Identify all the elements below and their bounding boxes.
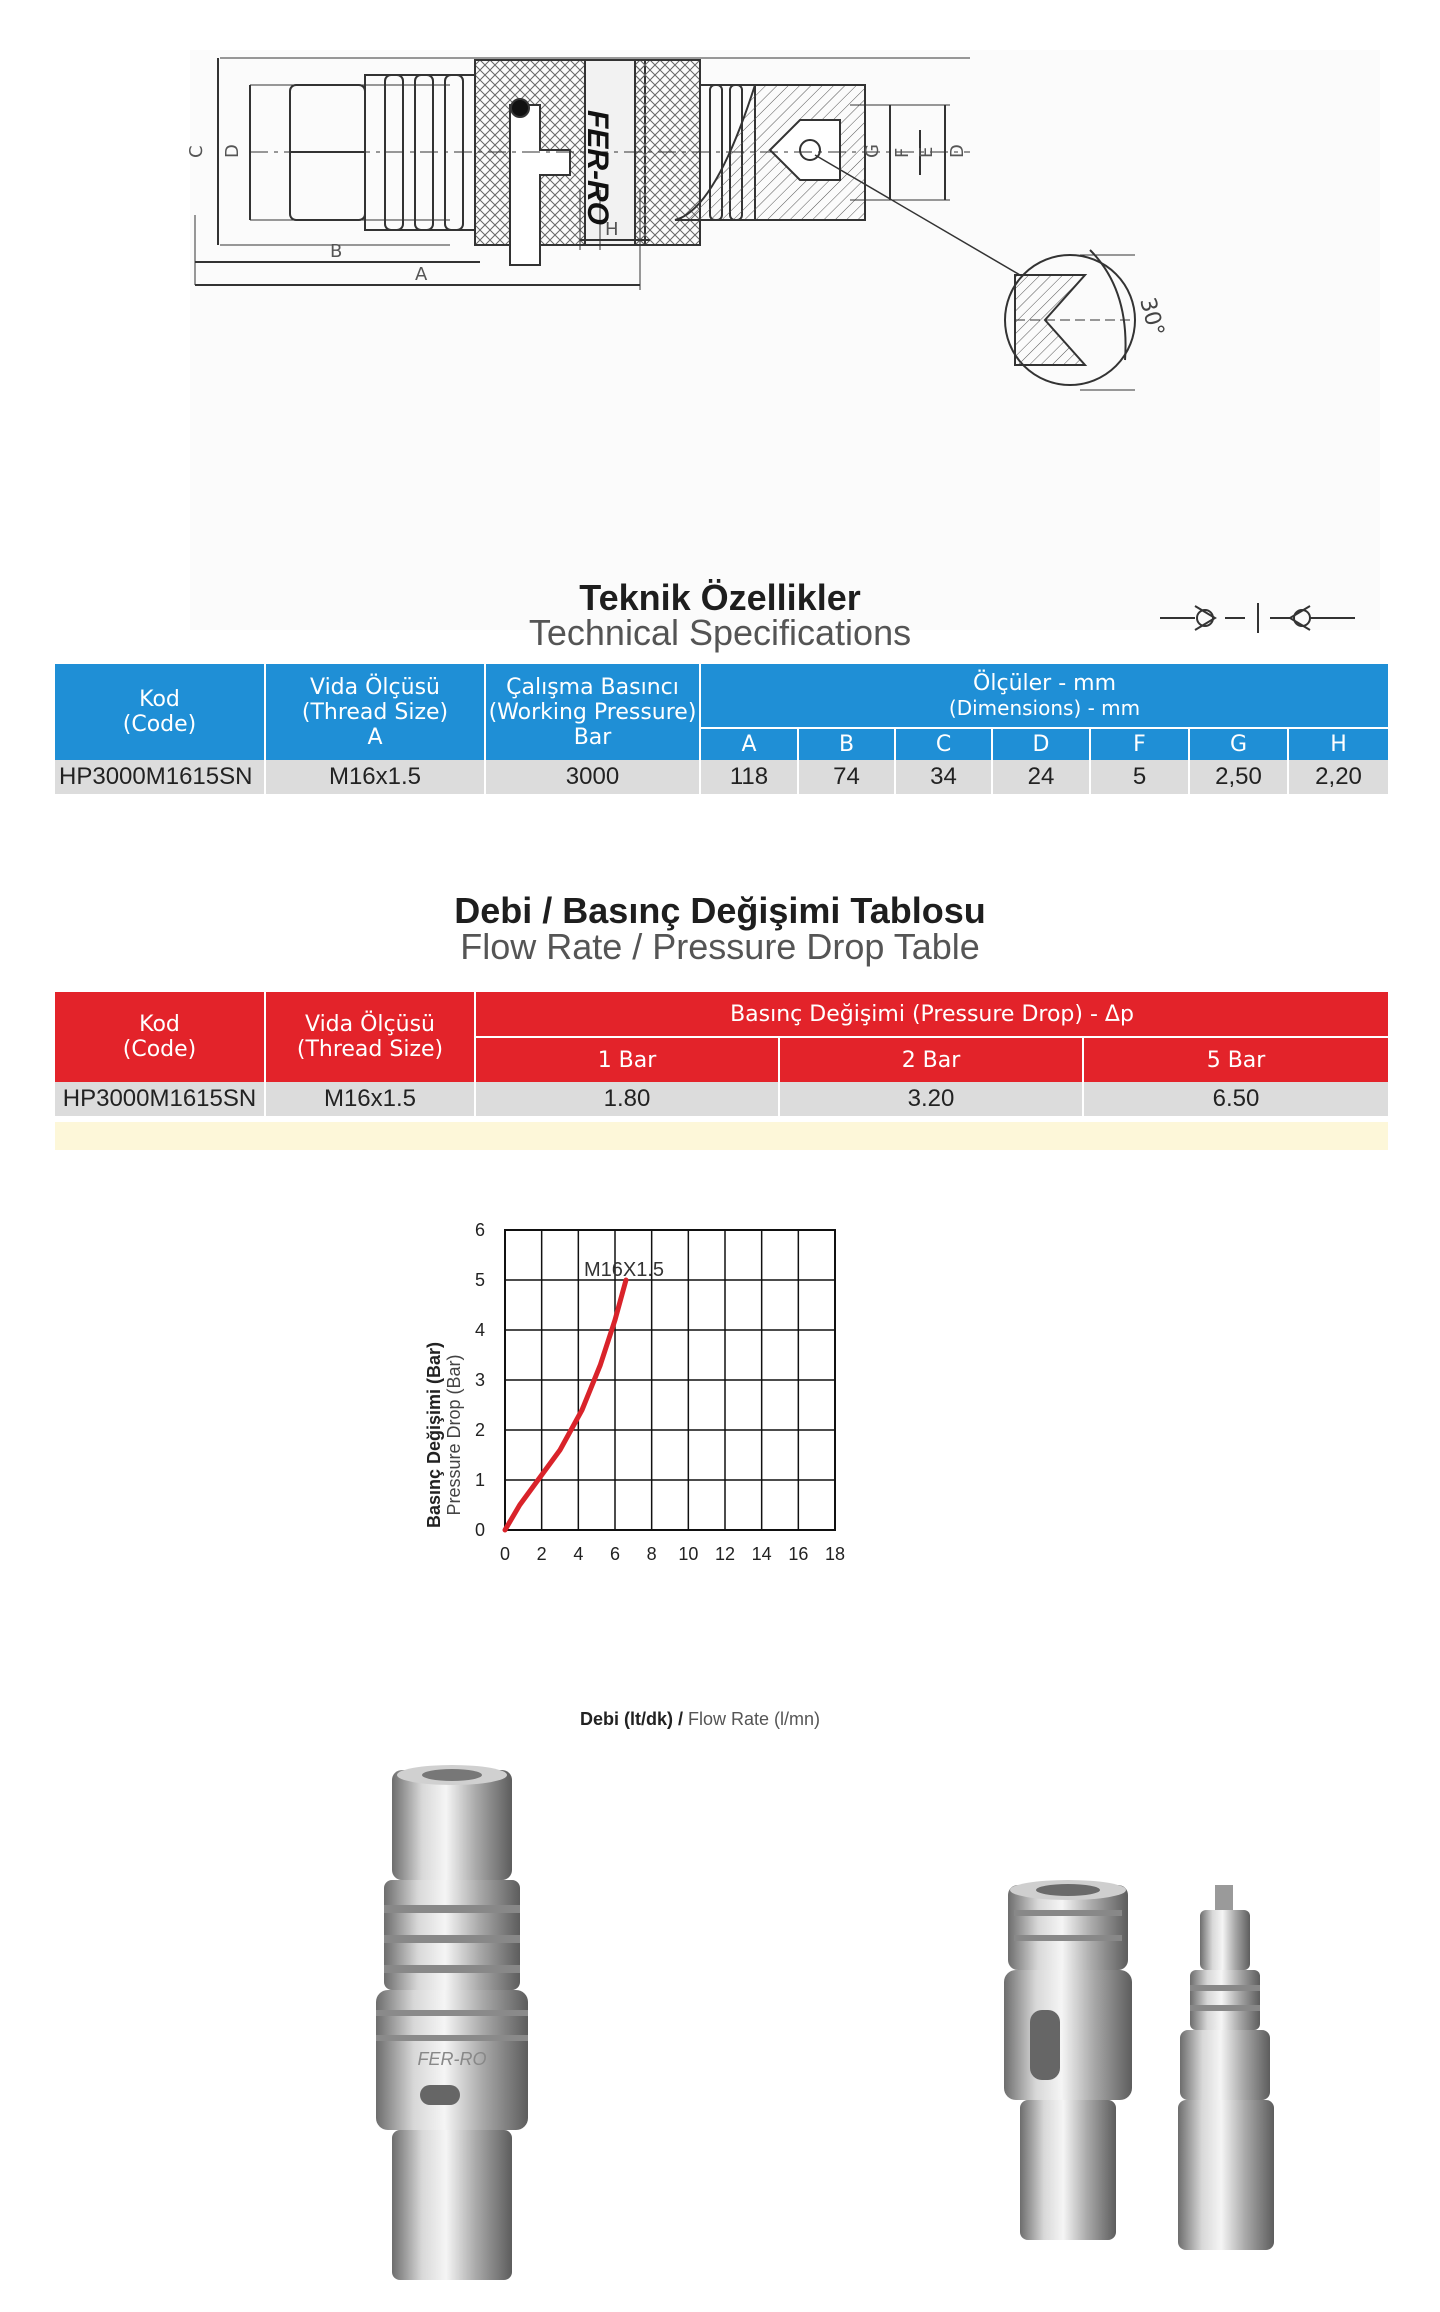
spec-header-dimensions [700, 664, 1388, 728]
technical-drawing [186, 50, 1380, 630]
spec-dim-col-b: B [798, 728, 895, 760]
flow-header-kod: Kod [139, 1012, 180, 1037]
spec-dim-col-c: C [895, 728, 992, 760]
spec-dim-col-d: D [992, 728, 1090, 760]
drawing-brand: FER-RO [581, 110, 614, 225]
flow-title-tr: Debi / Basınç Değişimi Tablosu [454, 890, 986, 931]
chart-x-tick-label: 8 [646, 1544, 657, 1564]
chart-y-tick-label: 1 [474, 1470, 486, 1490]
flow-cell-5bar: 6.50 [1083, 1082, 1388, 1116]
spec-cell-code: HP3000M1615SN [55, 760, 265, 794]
spec-header-code-en: (Code) [122, 712, 197, 737]
flow-header-vida: Vida Ölçüsü [305, 1012, 435, 1037]
spec-cell-d: 24 [992, 760, 1090, 794]
chart-ylabel-light: Pressure Drop (Bar) [444, 1354, 464, 1516]
flow-title-en: Flow Rate / Pressure Drop Table [460, 926, 980, 967]
spec-header-kod: Kod [139, 687, 180, 712]
spec-dim-col-h: H [1288, 728, 1388, 760]
spec-cell-thread: M16x1.5 [265, 760, 485, 794]
flow-table [55, 992, 1388, 1116]
chart-y-tick-label: 6 [474, 1220, 486, 1240]
spec-header-thread-en: (Thread Size) [301, 699, 449, 725]
chart-grid [505, 1230, 835, 1530]
spec-cell-c: 34 [895, 760, 992, 794]
spec-dim-col-f: F [1090, 728, 1189, 760]
chart-y-tick-label: 4 [474, 1320, 486, 1340]
table-row [55, 760, 1388, 794]
spec-cell-a: 118 [700, 760, 798, 794]
dim-label-b: B [330, 241, 343, 262]
chart-x-tick-label: 6 [609, 1544, 621, 1564]
flow-col-5bar: 5 Bar [1083, 1037, 1388, 1082]
spec-header-olculer: Ölçüler - mm [973, 671, 1116, 696]
pressure-drop-chart [370, 1185, 1070, 1745]
flow-cell-2bar: 3.20 [779, 1082, 1083, 1116]
chart-x-tick-label: 10 [678, 1544, 699, 1564]
spec-title-en: Technical Specifications [528, 612, 912, 653]
product-brand-engraving: FER-RO [417, 2049, 487, 2069]
table-footer-strip [55, 1122, 1388, 1150]
chart-series-line [505, 1280, 626, 1530]
spec-header-thread [265, 664, 485, 760]
spec-cell-f: 5 [1090, 760, 1189, 794]
flow-cell-thread: M16x1.5 [265, 1082, 475, 1116]
flow-header-thread [265, 992, 475, 1082]
dim-label-d-right: D [947, 144, 968, 158]
dim-label-g: G [862, 144, 883, 158]
coupling-disassembled-image [1000, 1880, 1310, 2280]
chart-x-tick-label: 4 [573, 1544, 584, 1564]
dim-label-a: A [415, 264, 428, 285]
chart-x-tick-label: 18 [824, 1544, 846, 1564]
spec-header-thread-sub: A [367, 724, 383, 750]
spec-header-code [55, 664, 265, 760]
dim-label-f: F [892, 147, 913, 158]
chart-xlabel-bold: Debi (lt/dk) / [579, 1709, 683, 1729]
flow-header-code [55, 992, 265, 1082]
chart-x-tick-label: 2 [536, 1544, 547, 1564]
flow-header-p: p [1119, 1001, 1134, 1027]
chart-y-tick-label: 3 [474, 1370, 486, 1390]
spec-header-working: (Working Pressure) [488, 699, 697, 725]
dim-label-e: E [916, 146, 937, 158]
spec-cell-h: 2,20 [1288, 760, 1388, 794]
flow-header-code-en: (Code) [122, 1037, 197, 1062]
flow-col-2bar: 2 Bar [779, 1037, 1083, 1082]
flow-col-1bar: 1 Bar [475, 1037, 779, 1082]
flow-header-pressure-drop [475, 992, 1388, 1037]
chart-x-ticks [500, 1544, 845, 1564]
chart-y-tick-label: 5 [474, 1270, 486, 1290]
spec-title-tr: Teknik Özellikler [579, 577, 861, 618]
table-row [55, 1082, 1388, 1116]
chart-y-tick-label: 2 [474, 1420, 486, 1440]
chart-x-tick-label: 14 [751, 1544, 772, 1564]
spec-cell-pressure: 3000 [485, 760, 700, 794]
spec-header-pressure [485, 664, 700, 760]
chart-y-tick-label: 0 [474, 1520, 486, 1540]
chart-x-tick-label: 12 [714, 1544, 736, 1564]
spec-dim-col-a: A [700, 728, 798, 760]
coupling-assembled-image [370, 1765, 540, 2285]
chart-y-ticks [475, 1220, 485, 1540]
flow-header-basinc: Basınç Değişimi (Pressure Drop) - [730, 1001, 1098, 1027]
chart-ylabel-bold: Basınç Değişimi (Bar) [424, 1341, 444, 1529]
flow-cell-1bar: 1.80 [475, 1082, 779, 1116]
chart-x-tick-label: 0 [499, 1544, 511, 1564]
spec-header-dimensions-en: (Dimensions) - mm [948, 696, 1141, 720]
chart-series-label: M16X1.5 [584, 1259, 665, 1281]
spec-cell-g: 2,50 [1189, 760, 1288, 794]
angle-label: 30° [1134, 295, 1169, 340]
spec-header-bar: Bar [573, 724, 612, 750]
delta-symbol: Δ [1104, 1001, 1120, 1027]
spec-dim-col-g: G [1189, 728, 1288, 760]
dim-label-h: H [605, 219, 619, 240]
chart-series [505, 1259, 664, 1530]
dim-label-d-left: D [222, 144, 243, 158]
chart-xlabel-light: Flow Rate (l/mn) [687, 1709, 821, 1729]
flow-header-thread-en: (Thread Size) [296, 1037, 444, 1062]
spec-table [55, 664, 1388, 794]
flow-cell-code: HP3000M1615SN [55, 1082, 265, 1116]
spec-header-vida: Vida Ölçüsü [310, 674, 440, 700]
chart-x-tick-label: 16 [788, 1544, 809, 1564]
chart-xlabel [580, 1709, 820, 1729]
spec-cell-b: 74 [798, 760, 895, 794]
coupling-section-drawing [186, 50, 1380, 630]
dim-label-c: C [186, 145, 207, 158]
spec-header-calisma: Çalışma Basıncı [506, 674, 679, 700]
